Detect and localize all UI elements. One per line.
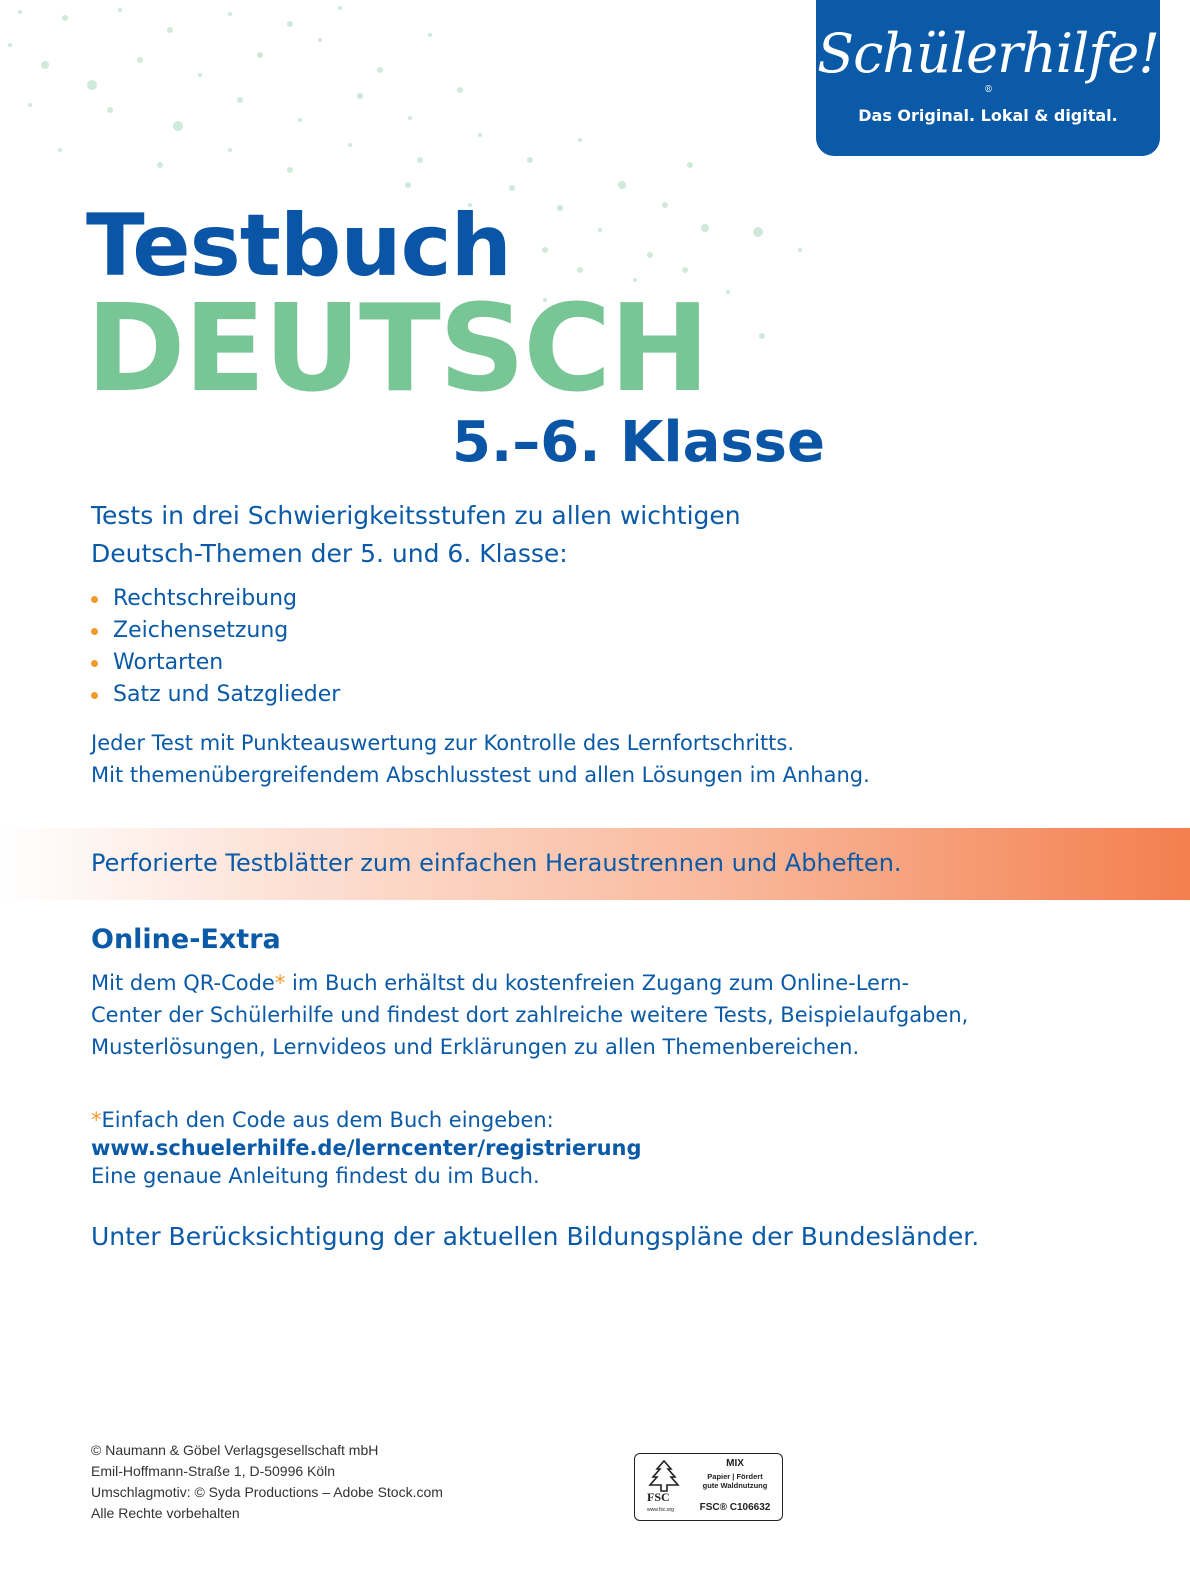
evaluation-text: Jeder Test mit Punkteauswertung zur Kontrolle des Lernfortschritts. Mit themenübergreifendem Abschlusstest und allen Lösungen im Anhang. [91,731,870,787]
bullet-dot-icon [91,596,98,603]
fsc-site: www.fsc.org [647,1507,674,1513]
topic-list [91,583,340,711]
fsc-label: FSC [647,1490,670,1504]
registration-url[interactable]: www.schuelerhilfe.de/lerncenter/registrierung [91,1136,642,1160]
bullet-dot-icon [91,628,98,635]
list-item: Wortarten [91,647,340,679]
list-item: Rechtschreibung [91,583,340,615]
fsc-code: FSC® C106632 [699,1502,771,1513]
perforation-banner-text: Perforierte Testblätter zum einfachen Heraustrennen und Abheften. [91,849,902,877]
title-subject: DEUTSCH [86,280,708,419]
logo-tagline: Das Original. Lokal & digital. [858,106,1118,125]
bullet-dot-icon [91,660,98,667]
title-grade: 5.–6. Klasse [452,410,825,475]
bullet-dot-icon [91,692,98,699]
fsc-paper-text: Papier | Fördert gute Waldnutzung [702,1472,768,1490]
title-testbuch: Testbuch [86,196,511,296]
intro-text: Tests in drei Schwierigkeitsstufen zu allen wichtigen Deutsch-Themen der 5. und 6. Klasse: [91,501,741,568]
code-note: *Einfach den Code aus dem Buch eingeben: www.schuelerhilfe.de/lerncenter/registrierung Eine genaue Anleitung findest du im Buch. [91,1108,642,1188]
list-item: Zeichensetzung [91,615,340,647]
publisher-imprint: © Naumann & Göbel Verlagsgesellschaft mbH Emil-Hoffmann-Straße 1, D-50996 Köln Umschlagmotiv: © Syda Productions – Adobe Stock.com Alle Rechte vorbehalten [91,1442,443,1521]
brand-logo [816,0,1160,156]
fsc-badge [634,1453,783,1521]
logo-wordmark: Schülerhilfe!® [817,22,1159,95]
curriculum-note: Unter Berücksichtigung der aktuellen Bildungspläne der Bundesländer. [91,1222,980,1251]
fsc-mix: MIX [726,1458,744,1469]
list-item: Satz und Satzglieder [91,679,340,711]
online-extra-heading: Online-Extra [91,924,281,955]
online-extra-text: Mit dem QR-Code* im Buch erhältst du kostenfreien Zugang zum Online-Lern- Center der Schülerhilfe und findest dort zahlreiche weitere Tests, Beispielaufgaben, Musterlösungen, Lernvideos und Erklärungen zu allen Themenbereichen. [91,971,969,1059]
